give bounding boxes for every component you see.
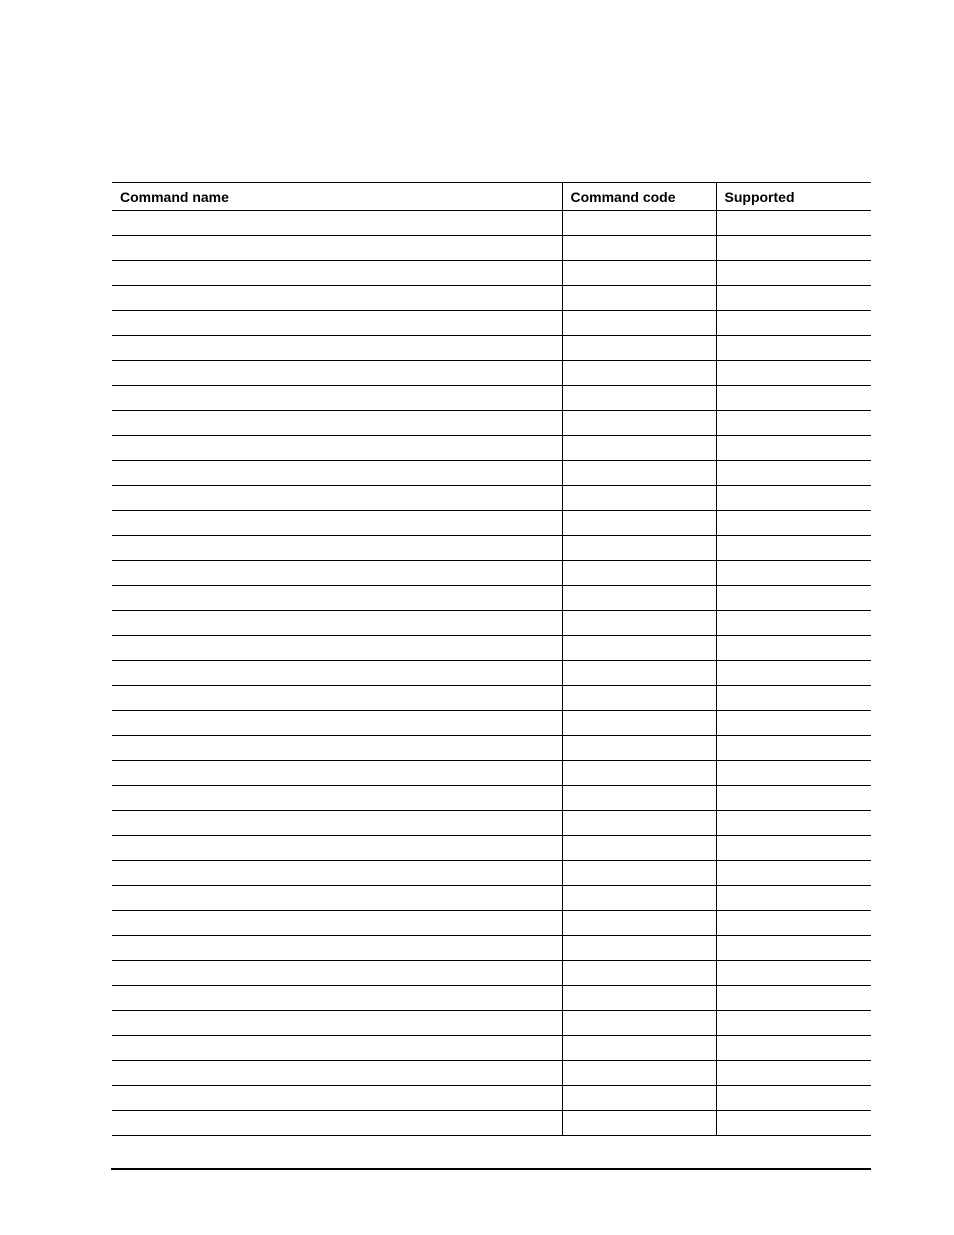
table-row [112, 711, 871, 736]
cell-command-name [112, 936, 562, 961]
cell-command-name [112, 236, 562, 261]
cell-command-code [562, 811, 716, 836]
header-command-code: Command code [562, 183, 716, 211]
cell-supported [716, 886, 871, 911]
cell-command-name [112, 386, 562, 411]
cell-command-name [112, 711, 562, 736]
table-row [112, 761, 871, 786]
cell-supported [716, 236, 871, 261]
cell-command-name [112, 736, 562, 761]
cell-command-name [112, 986, 562, 1011]
cell-command-code [562, 686, 716, 711]
cell-supported [716, 636, 871, 661]
cell-command-code [562, 461, 716, 486]
cell-command-name [112, 286, 562, 311]
cell-command-name [112, 1111, 562, 1136]
cell-supported [716, 761, 871, 786]
cell-command-code [562, 661, 716, 686]
cell-command-code [562, 436, 716, 461]
cell-command-name [112, 636, 562, 661]
cell-command-code [562, 311, 716, 336]
cell-command-name [112, 836, 562, 861]
cell-supported [716, 261, 871, 286]
table-row [112, 961, 871, 986]
table-row [112, 661, 871, 686]
cell-command-name [112, 486, 562, 511]
cell-command-code [562, 511, 716, 536]
header-command-name: Command name [112, 183, 562, 211]
cell-command-code [562, 361, 716, 386]
cell-command-name [112, 561, 562, 586]
cell-command-name [112, 661, 562, 686]
footer-rule [111, 1168, 871, 1170]
cell-command-code [562, 836, 716, 861]
cell-supported [716, 411, 871, 436]
cell-supported [716, 686, 871, 711]
header-supported: Supported [716, 183, 871, 211]
cell-command-code [562, 261, 716, 286]
cell-supported [716, 536, 871, 561]
cell-supported [716, 361, 871, 386]
cell-supported [716, 711, 871, 736]
cell-supported [716, 1011, 871, 1036]
cell-command-code [562, 636, 716, 661]
cell-supported [716, 736, 871, 761]
cell-command-name [112, 411, 562, 436]
table-row [112, 736, 871, 761]
table-header-row [112, 183, 871, 211]
table-row [112, 811, 871, 836]
cell-command-code [562, 786, 716, 811]
cell-command-name [112, 436, 562, 461]
cell-command-code [562, 961, 716, 986]
table-row [112, 311, 871, 336]
cell-supported [716, 786, 871, 811]
cell-supported [716, 386, 871, 411]
cell-command-code [562, 1061, 716, 1086]
table-row [112, 236, 871, 261]
cell-command-code [562, 711, 716, 736]
cell-supported [716, 961, 871, 986]
table-row [112, 386, 871, 411]
table-row [112, 986, 871, 1011]
cell-command-code [562, 336, 716, 361]
table-header [112, 183, 871, 211]
cell-command-name [112, 586, 562, 611]
table-row [112, 586, 871, 611]
table-row [112, 411, 871, 436]
cell-command-code [562, 561, 716, 586]
cell-command-name [112, 861, 562, 886]
cell-command-name [112, 886, 562, 911]
cell-command-code [562, 736, 716, 761]
table-row [112, 436, 871, 461]
table-row [112, 1036, 871, 1061]
cell-supported [716, 611, 871, 636]
cell-supported [716, 1086, 871, 1111]
table-row [112, 886, 871, 911]
table-row [112, 636, 871, 661]
cell-command-code [562, 211, 716, 236]
cell-command-code [562, 1011, 716, 1036]
table-row [112, 936, 871, 961]
cell-command-name [112, 261, 562, 286]
table-row [112, 1111, 871, 1136]
cell-command-code [562, 986, 716, 1011]
cell-command-code [562, 236, 716, 261]
cell-supported [716, 286, 871, 311]
table-row [112, 686, 871, 711]
table-row [112, 786, 871, 811]
cell-command-name [112, 336, 562, 361]
cell-command-name [112, 961, 562, 986]
cell-command-name [112, 461, 562, 486]
cell-command-code [562, 536, 716, 561]
table-row [112, 486, 871, 511]
cell-command-code [562, 486, 716, 511]
cell-supported [716, 336, 871, 361]
table-row [112, 836, 871, 861]
cell-command-code [562, 761, 716, 786]
cell-command-name [112, 786, 562, 811]
cell-command-code [562, 411, 716, 436]
table-row [112, 611, 871, 636]
table-body [112, 211, 871, 1136]
cell-supported [716, 936, 871, 961]
cell-supported [716, 511, 871, 536]
cell-command-name [112, 1086, 562, 1111]
cell-command-code [562, 586, 716, 611]
cell-command-name [112, 911, 562, 936]
table-row [112, 211, 871, 236]
cell-supported [716, 911, 871, 936]
cell-command-name [112, 761, 562, 786]
table-row [112, 911, 871, 936]
table-row [112, 1011, 871, 1036]
cell-command-name [112, 686, 562, 711]
cell-command-name [112, 1036, 562, 1061]
cell-command-code [562, 1036, 716, 1061]
cell-supported [716, 661, 871, 686]
cell-command-code [562, 911, 716, 936]
cell-supported [716, 861, 871, 886]
table-row [112, 461, 871, 486]
cell-supported [716, 1061, 871, 1086]
cell-supported [716, 586, 871, 611]
table-row [112, 261, 871, 286]
table-row [112, 511, 871, 536]
table-row [112, 336, 871, 361]
cell-command-name [112, 211, 562, 236]
cell-command-name [112, 311, 562, 336]
cell-command-code [562, 1111, 716, 1136]
table-row [112, 536, 871, 561]
cell-command-code [562, 286, 716, 311]
cell-command-name [112, 511, 562, 536]
cell-command-code [562, 861, 716, 886]
table-row [112, 561, 871, 586]
cell-command-name [112, 536, 562, 561]
command-table [112, 182, 871, 1136]
cell-command-code [562, 386, 716, 411]
cell-command-name [112, 361, 562, 386]
cell-supported [716, 486, 871, 511]
cell-supported [716, 1036, 871, 1061]
cell-supported [716, 1111, 871, 1136]
cell-supported [716, 836, 871, 861]
cell-command-name [112, 1011, 562, 1036]
cell-supported [716, 561, 871, 586]
cell-command-code [562, 886, 716, 911]
cell-command-code [562, 1086, 716, 1111]
table-row [112, 861, 871, 886]
cell-command-name [112, 611, 562, 636]
cell-supported [716, 811, 871, 836]
cell-command-name [112, 811, 562, 836]
table-row [112, 1086, 871, 1111]
cell-command-code [562, 611, 716, 636]
cell-supported [716, 211, 871, 236]
cell-command-code [562, 936, 716, 961]
cell-supported [716, 311, 871, 336]
cell-supported [716, 461, 871, 486]
cell-supported [716, 986, 871, 1011]
cell-command-name [112, 1061, 562, 1086]
table-row [112, 286, 871, 311]
table-row [112, 1061, 871, 1086]
table-row [112, 361, 871, 386]
cell-supported [716, 436, 871, 461]
